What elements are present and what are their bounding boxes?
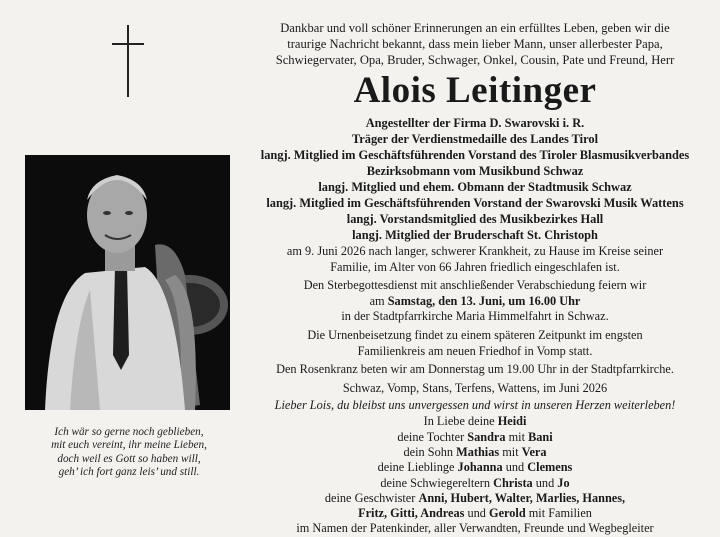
title-line: Träger der Verdienstmedaille des Landes Tirol [351, 132, 599, 146]
family-line [240, 476, 710, 491]
title-line: langj. Mitglied im Geschäftsführenden Vorstand des Tiroler Blasmusikverbandes [260, 148, 690, 162]
title-line: langj. Mitglied und ehem. Obmann der Stadtmusik Schwaz [318, 180, 632, 194]
title-line: Angestellter der Firma D. Swarovski i. R. [365, 116, 585, 130]
family-text: und [502, 460, 528, 475]
poem-line: geh’ ich fort ganz leis’ und still. [58, 466, 200, 479]
family-name: Mathias [456, 444, 500, 459]
intro-line: traurige Nachricht bekannt, dass mein lieber Mann, unser allerbester Papa, [287, 37, 663, 51]
funeral-line: Den Sterbegottesdienst mit anschließender Verabschiedung feiern wir [303, 278, 647, 293]
poem-line: doch weil es Gott so haben will, [57, 452, 201, 465]
details [240, 244, 710, 396]
family-text: mit [505, 429, 529, 444]
family-line [240, 460, 710, 475]
family-name: Fritz, Gitti, Andreas [358, 506, 465, 521]
family-text: In Liebe deine [423, 414, 498, 429]
family-name: Johanna [457, 460, 503, 475]
family-text: deine Schwiegereltern [380, 475, 494, 490]
title-line: Bezirksobmann vom Musikbund Schwaz [366, 164, 584, 178]
poem-line: Ich wär so gerne noch geblieben, [54, 426, 204, 438]
family-text: deine Tochter [397, 429, 468, 444]
intro-line: Dankbar und voll schöner Erinnerungen an ein erfülltes Leben, geben wir die [280, 21, 670, 35]
title-line: langj. Mitglied der Bruderschaft St. Christoph [352, 228, 598, 242]
deceased-name: Alois Leitinger [353, 70, 597, 111]
poem-line: mit euch vereint, ihr meine Lieben, [51, 439, 207, 452]
family-text: mit [499, 444, 522, 459]
family-name: Bani [528, 429, 553, 444]
rosary-line: Den Rosenkranz beten wir am Donnerstag um 19.00 Uhr in der Stadtpfarrkirche. [276, 362, 674, 377]
title-line: langj. Mitglied im Geschäftsführenden Vorstand der Swarovski Musik Wattens [266, 196, 684, 210]
obituary-text [240, 20, 710, 537]
funeral-date-bold: Samstag, den 13. Juni, um 16.00 Uhr [387, 293, 581, 308]
family-text: mit Familien [525, 506, 592, 521]
quote: Lieber Lois, du bleibst uns unvergessen und wirst in unseren Herzen weiterleben! [274, 398, 676, 413]
funeral-date-prefix: am [369, 293, 388, 308]
family-line [240, 506, 710, 521]
family-name: Christa [493, 475, 533, 490]
family [240, 414, 710, 536]
family-line: im Namen der Patenkinder, aller Verwandten, Freunde und Wegbegleiter [296, 521, 654, 536]
family-text: und [464, 506, 489, 521]
poem [24, 426, 234, 480]
family-name: Gerold [489, 506, 526, 521]
family-line [240, 414, 710, 429]
portrait-photo [25, 155, 230, 410]
titles [240, 115, 710, 243]
family-name: Jo [557, 475, 570, 490]
urn-line: Die Urnenbeisetzung findet zu einem späteren Zeitpunkt im engsten [307, 327, 643, 342]
family-text: dein Sohn [403, 444, 457, 459]
death-line: Familie, im Alter von 66 Jahren friedlich eingeschlafen ist. [330, 259, 620, 274]
family-line [240, 430, 710, 445]
intro [240, 20, 710, 68]
family-text: und [532, 475, 558, 490]
intro-line: Schwiegervater, Opa, Bruder, Schwager, Onkel, Cousin, Pate und Freund, Herr [275, 53, 675, 67]
family-name: Heidi [497, 414, 527, 429]
place-date: Schwaz, Vomp, Stans, Terfens, Wattens, im Juni 2026 [342, 380, 608, 395]
family-line [240, 491, 710, 506]
family-name: Anni, Hubert, Walter, Marlies, Hannes, [418, 490, 626, 505]
death-line: am 9. Juni 2026 nach langer, schwerer Krankheit, zu Hause im Kreise seiner [286, 244, 664, 258]
family-text: deine Lieblinge [377, 460, 458, 475]
cross-icon [112, 25, 144, 97]
family-name: Clemens [527, 460, 573, 475]
family-name: Sandra [467, 429, 506, 444]
title-line: langj. Vorstandsmitglied des Musikbezirkes Hall [346, 212, 604, 226]
urn-line: Familienkreis am neuen Friedhof in Vomp statt. [357, 343, 593, 358]
family-line [240, 445, 710, 460]
family-name: Vera [521, 444, 547, 459]
family-text: deine Geschwister [324, 490, 419, 505]
funeral-location: in der Stadtpfarrkirche Maria Himmelfahrt in Schwaz. [341, 309, 609, 324]
funeral-date [240, 294, 710, 310]
